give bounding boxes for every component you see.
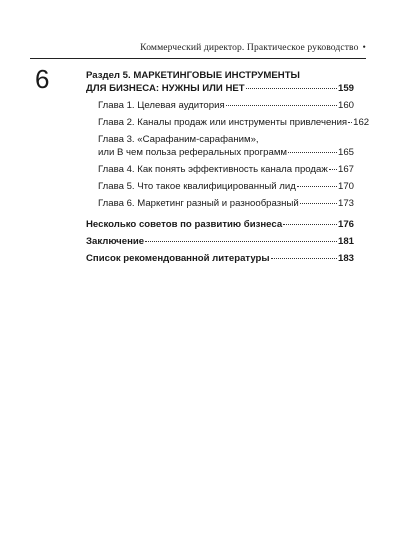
section-title-line2: ДЛЯ БИЗНЕСА: НУЖНЫ ИЛИ НЕТ: [86, 83, 245, 94]
dot-leader: [329, 169, 337, 170]
dot-leader: [246, 88, 337, 89]
running-header: [140, 42, 366, 53]
toc-bibliography: [86, 252, 354, 265]
toc-conclusion: [86, 235, 354, 248]
dot-leader: [300, 203, 337, 204]
page-number: 6: [35, 64, 50, 94]
toc-chapter-1: [86, 99, 354, 112]
back-matter-title: Несколько советов по развитию бизнеса: [86, 219, 283, 230]
section-title-entry: [86, 82, 354, 95]
dot-leader: [288, 152, 337, 153]
back-matter-page: 181: [337, 236, 354, 247]
header-rule: [30, 58, 366, 59]
dot-leader: [283, 224, 337, 225]
dot-leader: [145, 241, 337, 242]
section-page: 159: [337, 83, 354, 94]
chapter-page: 170: [337, 181, 354, 192]
chapter-title-line1: Глава 3. «Сарафаним-сарафаним»,: [98, 134, 259, 145]
chapter-title: Глава 6. Маркетинг разный и разнообразный: [98, 198, 299, 209]
chapter-title: Глава 2. Каналы продаж или инструменты привлечения: [98, 117, 348, 128]
chapter-title: Глава 5. Что такое квалифицированный лид: [98, 181, 296, 192]
chapter-page: 165: [337, 147, 354, 158]
chapter-page: 162: [353, 117, 370, 128]
dot-leader: [226, 105, 337, 106]
bullet-mark: •: [362, 42, 366, 53]
toc-advice: [86, 218, 354, 231]
toc-chapter-5: [86, 180, 354, 193]
back-matter-page: 176: [337, 219, 354, 230]
toc-section-5: [86, 69, 354, 95]
dot-leader: [271, 258, 337, 259]
chapter-title-entry: [86, 146, 354, 159]
dot-leader: [348, 122, 352, 123]
chapter-page: 167: [337, 164, 354, 175]
back-matter-title: Список рекомендованной литературы: [86, 253, 270, 264]
toc-chapter-4: [86, 163, 354, 176]
running-title: Коммерческий директор. Практическое руководство: [140, 42, 359, 53]
chapter-page: 160: [337, 100, 354, 111]
chapter-title: Глава 1. Целевая аудитория: [98, 100, 225, 111]
toc-chapter-6: [86, 197, 354, 210]
table-of-contents: [86, 69, 370, 265]
back-matter-page: 183: [337, 253, 354, 264]
toc-chapter-3: [86, 133, 354, 159]
dot-leader: [297, 186, 337, 187]
toc-chapter-2: [86, 116, 370, 129]
chapter-page: 173: [337, 198, 354, 209]
section-title-line1: Раздел 5. МАРКЕТИНГОВЫЕ ИНСТРУМЕНТЫ: [86, 70, 300, 81]
chapter-title: Глава 4. Как понять эффективность канала продаж: [98, 164, 328, 175]
chapter-title: или В чем польза реферальных программ: [98, 147, 288, 158]
back-matter-title: Заключение: [86, 236, 145, 247]
